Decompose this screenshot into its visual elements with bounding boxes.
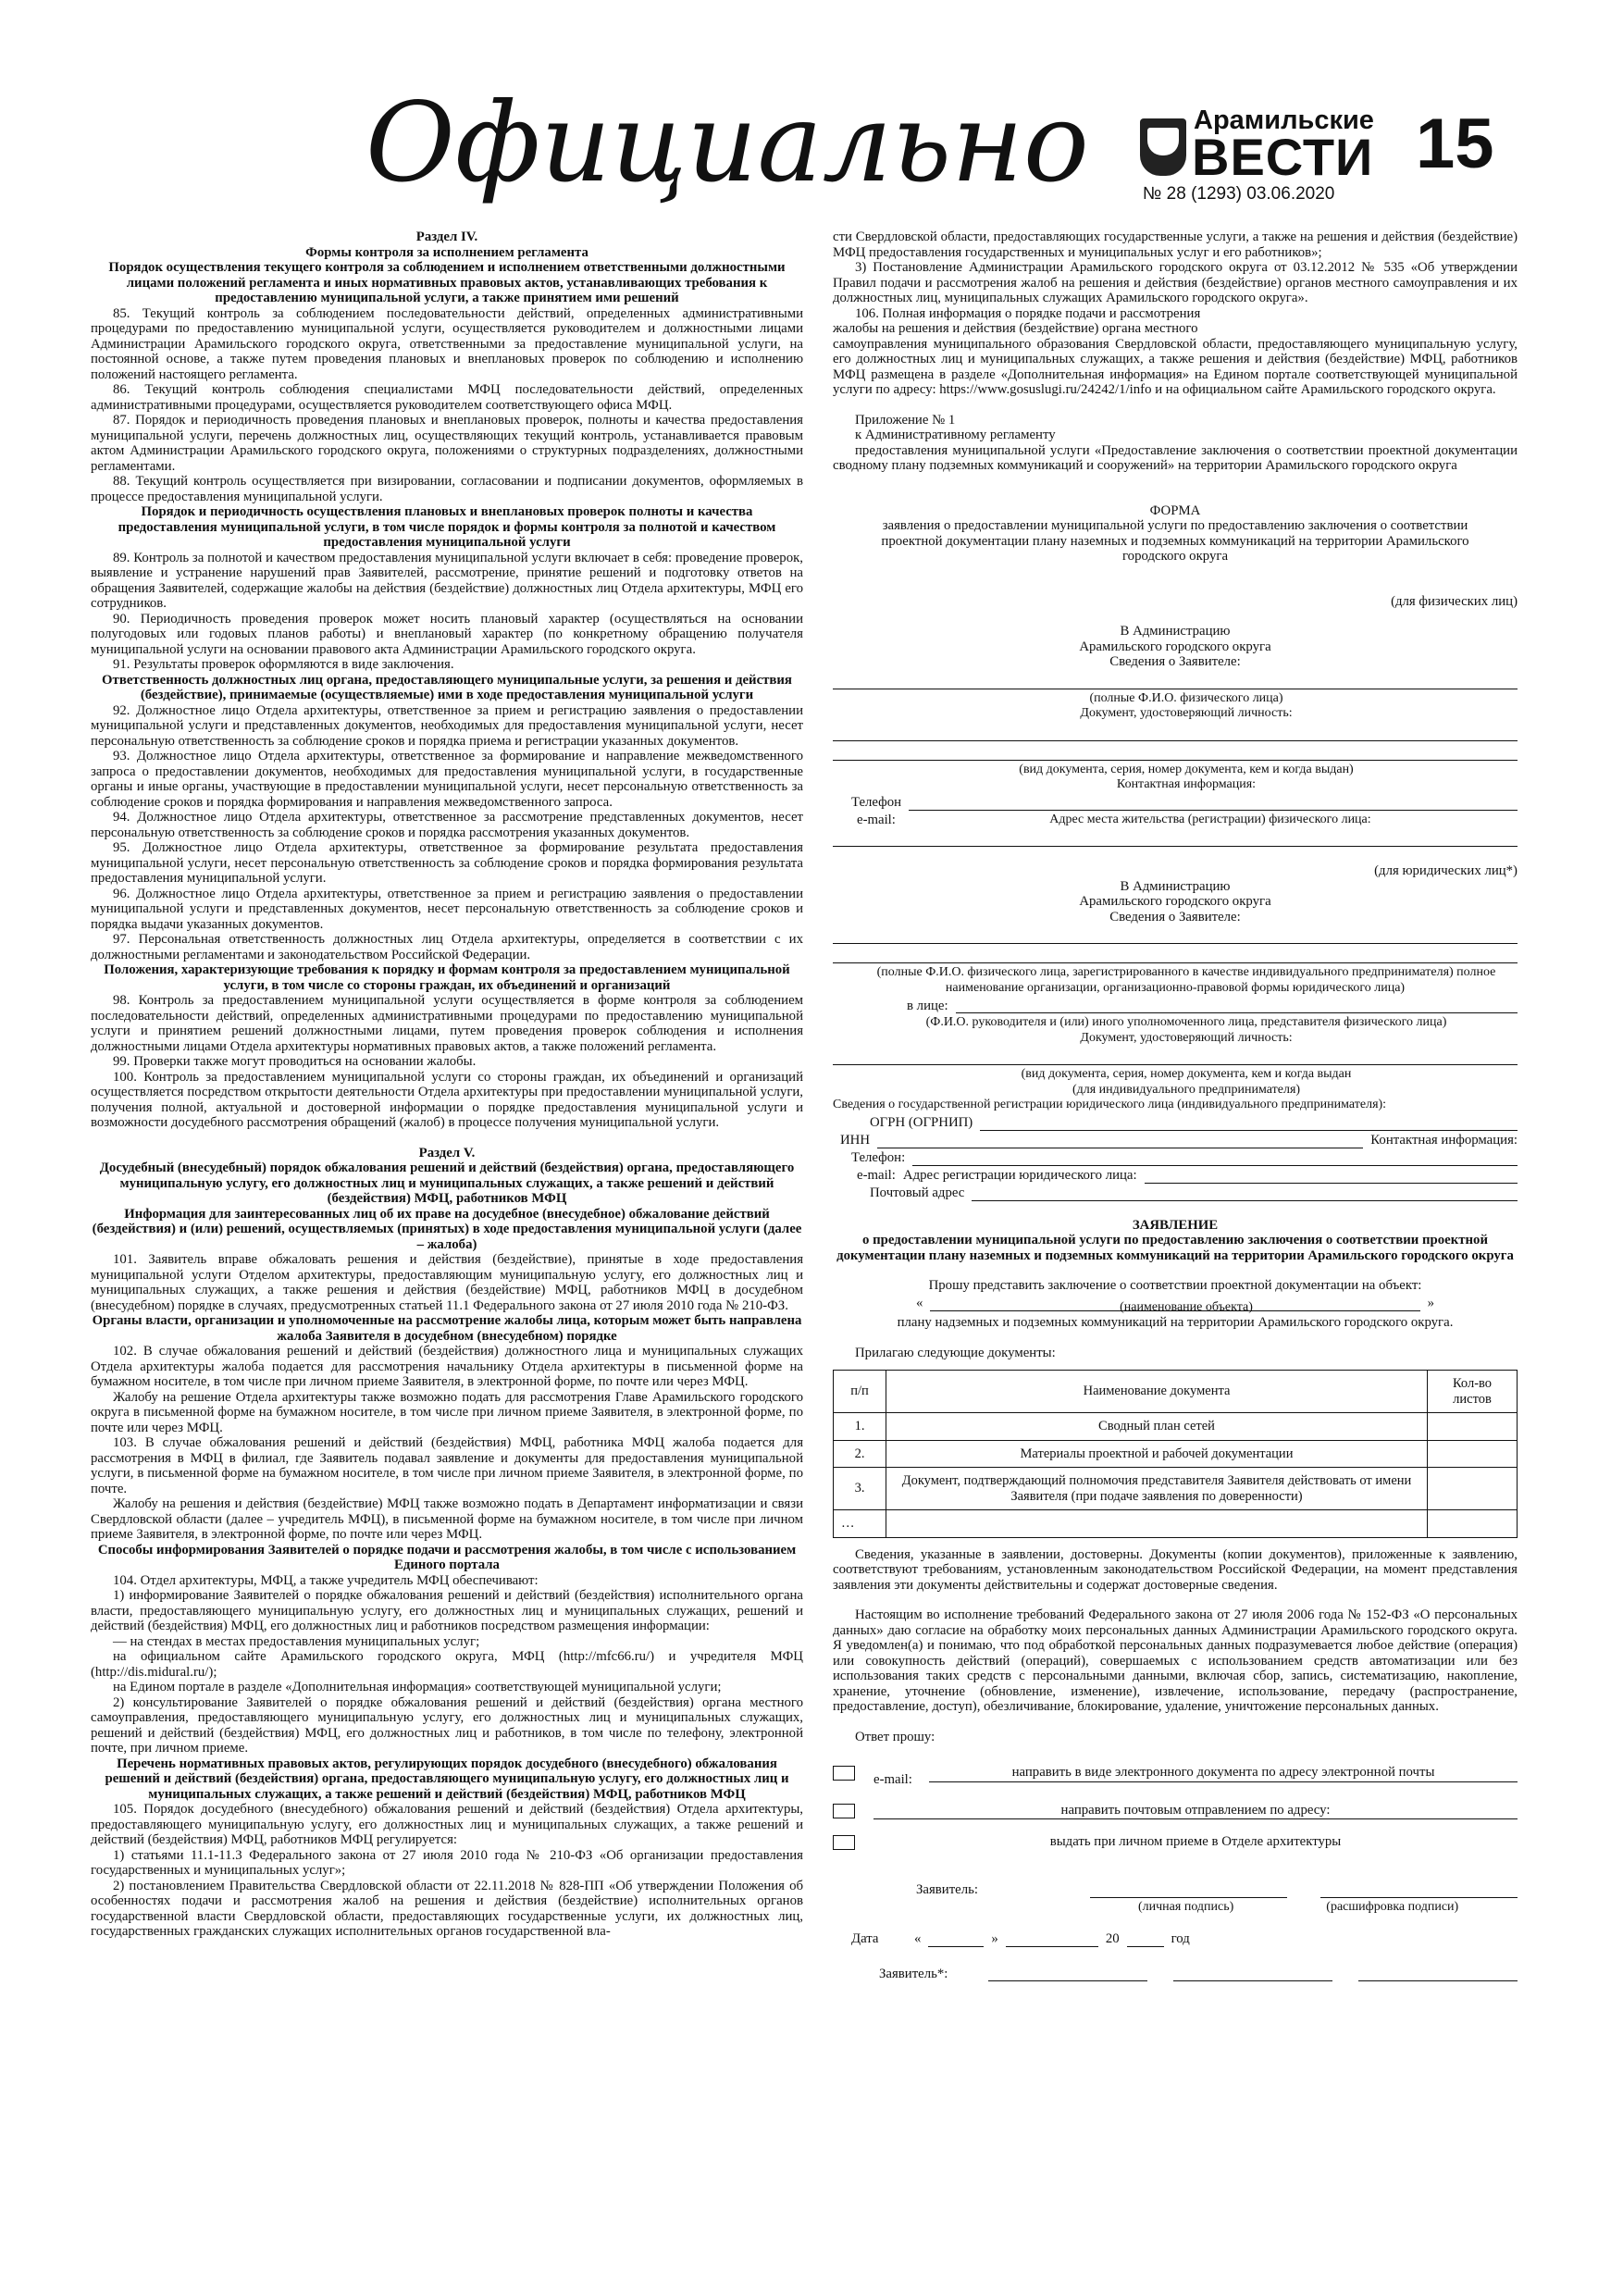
appendix-label: к Административному регламенту (855, 428, 1056, 442)
attach-label: Прилагаю следующие документы: (855, 1345, 1056, 1360)
field-hint: (личная подпись) (1138, 1899, 1234, 1914)
paragraph: 88. Текущий контроль осуществляется при визировании, согласовании и подписании документов, оформляемых в процессе предоставления муниципальной услуги. (91, 474, 803, 504)
table-cell[interactable] (1428, 1440, 1518, 1468)
paragraph: 94. Должностное лицо Отдела архитектуры, ответственное за рассмотрение представленных документов, несет персональную ответственность за соблюдение сроков и порядка рассмотрения указанных документов. (91, 810, 803, 840)
application-title: ЗАЯВЛЕНИЕ (1132, 1217, 1219, 1233)
paragraph: на официальном сайте Арамильского городского округа, МФЦ (http://mfc66.ru/) и учредителя МФЦ (http://dis.midural.ru/); (91, 1649, 803, 1680)
subsection-heading: Органы власти, организации и уполномоченные на рассмотрение жалобы лица, которым может быть направлена жалоба Заявителя в досудебном (внесудебном) порядке (92, 1313, 802, 1344)
org-input-2[interactable] (833, 946, 1518, 963)
org-input[interactable] (833, 926, 1518, 944)
option-label: направить почтовым отправлением по адресу: (873, 1803, 1518, 1820)
page-number: 15 (1416, 105, 1494, 183)
subsection-heading: Информация для заинтересованных лиц об их праве на досудебное (внесудебное) обжалование действий (бездействия) и (или) решений, осуществляемых (принятых) в ходе предоставления муниципальной услуги (далее – жалоба) (92, 1206, 802, 1252)
appendix-label: Приложение № 1 (855, 412, 956, 428)
applicant-info-label: Сведения о Заявителе: (1109, 654, 1241, 669)
year-suffix: год (1171, 1931, 1190, 1947)
quote-open: « (914, 1931, 922, 1947)
section-subheading: Формы контроля за исполнением регламента (305, 244, 588, 260)
form-variant-label: (для юридических лиц*) (1374, 863, 1518, 878)
paragraph: сти Свердловской области, предоставляющих государственные услуги, а также на решения и действия (бездействие) МФЦ предоставления государственных и муниципальных услуг и его работников»; (833, 230, 1518, 260)
field-hint: (полные Ф.И.О. физического лица, зарегистрированного в качестве индивидуального предпринимателя) полное наименование организации, организационно-правовой формы юридического лица) (876, 965, 1496, 995)
table-cell: … (834, 1510, 886, 1538)
table-cell[interactable] (1428, 1413, 1518, 1441)
paragraph: 2) консультирование Заявителей о порядке обжалования решений и действий (бездействия) органа местного самоуправления, предоставляющего муниципальную услугу, его должностных лиц и муниципальных служащих, решений и действий (бездействия) МФЦ, его должностных лиц и работников, в том числе по телефону, электронной почте, при личном приеме. (91, 1694, 803, 1756)
paragraph: Сведения, указанные в заявлении, достоверны. Документы (копии документов), приложенные к заявлению, соответствуют требованиям, установленным законодательством Российской Федерации, на момент представления заявления эти документы действительны и содержат достоверные сведения. (833, 1546, 1518, 1593)
phone-label: Телефон: (851, 1150, 906, 1165)
table-cell[interactable] (1428, 1510, 1518, 1538)
form-title: ФОРМА (1149, 503, 1201, 518)
answer-label: Ответ прошу: (855, 1729, 935, 1744)
table-header: Наименование документа (886, 1371, 1428, 1413)
table-cell: 3. (834, 1468, 886, 1510)
paragraph: 85. Текущий контроль за соблюдением последовательности действий, определенных административными процедурами по предоставлению муниципальной услуги, осуществляется руководителем и должностными лицами Администрации Арамильского городского округа, ответственными за предоставление муниципальной услуги, на постоянной основе, а также путем проведения плановых и внеплановых проверок по соблюдению и исполнению положений настоящего регламента. (91, 305, 803, 382)
paragraph: — на стендах в местах предоставления муниципальных услуг; (113, 1633, 480, 1649)
logo-line1: Арамильские (1194, 105, 1374, 135)
fio-input[interactable] (833, 672, 1518, 689)
table-cell[interactable] (886, 1510, 1428, 1538)
table-header: Кол-во листов (1428, 1371, 1518, 1413)
paragraph: 106. Полная информация о порядке подачи и рассмотрения (855, 305, 1201, 321)
ogrn-label: ОГРН (ОГРНИП) (870, 1115, 973, 1130)
decode-input[interactable] (1320, 1882, 1518, 1898)
table-cell[interactable] (1428, 1468, 1518, 1510)
date-label: Дата (851, 1931, 879, 1947)
paragraph: 96. Должностное лицо Отдела архитектуры, ответственное за прием и регистрацию заявления о предоставлении муниципальной услуги и представленных документов, несет персональную ответственность за соблюдение сроков и порядка выдачи указанных документов. (91, 886, 803, 932)
ogrn-input[interactable] (980, 1115, 1518, 1131)
checkbox[interactable] (833, 1804, 855, 1818)
coat-of-arms-icon (1140, 118, 1186, 176)
inn-label: ИНН (840, 1133, 871, 1148)
option-post[interactable] (833, 1803, 1518, 1820)
phone-input-jur[interactable] (912, 1150, 1518, 1166)
paragraph: 2) постановлением Правительства Свердловской области от 22.11.2018 № 828-ПП «Об утверждении Положения об особенностях подачи и рассмотрения жалоб на решения и действия (бездействие) исполнительных органов государственной власти Свердловской области, предоставляющих государственные услуги, их должностных лиц, государственных гражданских служащих исполнительных органов государственной вла- (91, 1878, 803, 1939)
email-label: e-mail: (873, 1772, 912, 1787)
subsection-heading: Способы информирования Заявителей о порядке подачи и рассмотрения жалобы, в том числе с использованием Единого портала (97, 1542, 797, 1572)
doc-input-jur[interactable] (833, 1048, 1518, 1065)
field-label: Сведения о государственной регистрации юридического лица (индивидуального предпринимателя): (833, 1098, 1387, 1111)
appendix-label: предоставления муниципальной услуги «Предоставление заключения о соответствии проектной документации сводному плану подземных коммуникаций и сооружений» на территории Арамильского городского округа (833, 442, 1518, 473)
paragraph: 98. Контроль за предоставлением муниципальной услуги осуществляется в форме контроля за соблюдением последовательности действий, определенных административными процедурами по предоставлению муниципальной услуги и принятием решений должностными лицами, путем проведения проверок соблюдения и исполнения должностными лицами Отдела архитектуры нормативных правовых актов, а также положений регламента. (91, 993, 803, 1054)
in-person-label: в лице: (907, 998, 948, 1013)
subsection-heading: Досудебный (внесудебный) порядок обжалования решений и действий (бездействия) органа, предоставляющего муниципальную услугу, его должностных лиц и муниципальных служащих, а также решений и действий (бездействия) МФЦ, работников МФЦ (99, 1160, 795, 1206)
checkbox[interactable] (833, 1835, 855, 1850)
field-hint: (для индивидуального предпринимателя) (1072, 1082, 1301, 1097)
paragraph: 105. Порядок досудебного (внесудебного) обжалования решений и действий (бездействия) Отдела архитектуры, предоставляющего муниципальную услугу, его должностных лиц и муниципальных служащих, а также решений и действий (бездействия) МФЦ, работников МФЦ регулируется: (91, 1802, 803, 1847)
inn-input[interactable] (877, 1133, 1363, 1148)
paragraph: Настоящим во исполнение требований Федерального закона от 27 июля 2006 года № 152-ФЗ «О персональных данных» даю согласие на обработку моих персональных данных Администрации Арамильского городского округа. Я уведомлен(а) и понимаю, что под обработкой персональных данных подразумевается любое действие (операция) или совокупность действий (операций), совершаемых с использованием средств автоматизации или без использования таких средств с персональными данными, включая сбор, запись, систематизацию, накопление, хранение, уточнение (обновление, изменение), извлечение, использование, передачу (распространение, предоставление, доступ), обезличивание, блокирование, удаление, уничтожение персональных данных. (833, 1607, 1518, 1714)
field-hint: (расшифровка подписи) (1326, 1899, 1459, 1914)
subsection-heading: Положения, характеризующие требования к порядку и формам контроля за предоставлением муниципальной услуги, в том числе со стороны граждан, их объединений и организаций (104, 962, 790, 993)
email-label: e-mail: (857, 812, 896, 827)
year-input[interactable] (1127, 1931, 1164, 1947)
checkbox[interactable] (833, 1766, 855, 1781)
day-input[interactable] (928, 1931, 984, 1947)
field-hint: (Ф.И.О. руководителя и (или) иного уполномоченного лица, представителя физического лица) (925, 1015, 1447, 1029)
representative-input[interactable] (956, 998, 1518, 1013)
table-cell: Сводный план сетей (886, 1413, 1428, 1441)
table-row (834, 1468, 1518, 1510)
paragraph: 1) информирование Заявителей о порядке обжалования решений и действий (бездействия) исполнительного органа власти, предоставляющего муниципальную услугу, его должностных лиц и муниципальных служащих, решений и действий (бездействия) МФЦ, его должностных лиц и работников посредством размещения информации: (91, 1588, 803, 1633)
quote-close: » (991, 1931, 998, 1947)
doc-input[interactable] (833, 724, 1518, 741)
doc-input-2[interactable] (833, 743, 1518, 761)
table-row (834, 1440, 1518, 1468)
paragraph: 90. Периодичность проведения проверок может носить плановый характер (осуществляться на основании полугодовых или годовых планов работы) и внеплановый характер (по конкретному обращению получателя муниципальной услуги на основании правового акта Администрации Арамильского городского округа. (91, 611, 803, 657)
field-hint: (наименование объекта) (1120, 1299, 1253, 1314)
paragraph: 93. Должностное лицо Отдела архитектуры, ответственное за формирование и направление межведомственного запроса о предоставлении документов, необходимых для предоставления муниципальной услуги, в государственные органы и иные органы, участвующие в предоставлении муниципальной услуги, несет персональную ответственность за соблюдение сроков и порядка формирования и направления межведомственного запроса. (91, 749, 803, 810)
option-label: выдать при личном приеме в Отделе архитектуры (1049, 1834, 1342, 1849)
subsection-heading: Ответственность должностных лиц органа, предоставляющего муниципальные услуги, за решения и действия (бездействие), принимаемые (осуществляемые) ими в ходе предоставления муниципальной услуги (102, 672, 792, 702)
newspaper-logo (1140, 93, 1374, 186)
section-title: Официально (365, 79, 1089, 206)
field-hint: (полные Ф.И.О. физического лица) (1089, 690, 1283, 705)
paragraph: на Едином портале в разделе «Дополнительная информация» соответствующей муниципальной услуги; (113, 1680, 722, 1694)
table-row (834, 1510, 1518, 1538)
table-cell: Документ, подтверждающий полномочия представителя Заявителя действовать от имени Заявителя (при подаче заявления по доверенности) (886, 1468, 1428, 1510)
form-subtitle: заявления о предоставлении муниципальной услуги по предоставлению заключения о соответствии проектной документации плану наземных и подземных коммуникаций на территории Арамильского городского округа (881, 518, 1469, 564)
field-label: Контактная информация: (1116, 777, 1257, 791)
paragraph: 95. Должностное лицо Отдела архитектуры, ответственное за формирование результата предоставления муниципальной услуги, несет персональную ответственность за соблюдение сроков и порядка формирования результата предоставления муниципальной услуги. (91, 840, 803, 886)
addressee: В Администрацию (1120, 624, 1231, 639)
field-label: Адрес места жительства (регистрации) физического лица: (1049, 812, 1371, 826)
address-input-jur[interactable] (1145, 1168, 1518, 1184)
paragraph: 101. Заявитель вправе обжаловать решения и действия (бездействие), принятые в ходе предоставления муниципальной услуги Отделом архитектуры, предоставляющим муниципальную услугу, его должностных лиц и муниципальных служащих, а также решения и действия (бездействие) МФЦ, работников МФЦ в досудебном (внесудебном) порядке в случаях, предусмотренных статьей 11.1 Федерального закона от 27 июля 2010 года № 210-ФЗ. (91, 1252, 803, 1313)
post-address-label: Почтовый адрес (870, 1185, 965, 1200)
left-column (91, 230, 803, 1940)
quote-close: » (1427, 1296, 1434, 1310)
paragraph: Жалобу на решение Отдела архитектуры также возможно подать для рассмотрения Главе Арамильского городского округа в письменной форме на бумажном носителе, в том числе при личном приеме Заявителя, в электронной форме, по почте или через МФЦ. (91, 1389, 803, 1435)
paragraph: Жалобу на решения и действия (бездействие) МФЦ также возможно подать в Департамент информатизации и связи Свердловской области (далее – учредитель МФЦ), в письменной форме на бумажном носителе, в том числе при личном приеме Заявителя, в электронной форме, по почте или через МФЦ. (91, 1496, 803, 1542)
phone-label: Телефон (851, 795, 902, 810)
issue-number: № 28 (1293) 03.06.2020 (1143, 184, 1335, 204)
paragraph: 86. Текущий контроль соблюдения специалистами МФЦ последовательности действий, определенных административными процедурами, осуществляется руководителем соответствующего офиса МФЦ. (91, 382, 803, 413)
paragraph: 3) Постановление Администрации Арамильского городского округа от 03.12.2012 № 535 «Об утверждении Правил подачи и рассмотрения жалоб на решения и действия (бездействие) органов местного самоуправления и их должностных лиц, муниципальных служащих Арамильского городского округа». (833, 260, 1518, 305)
paragraph: 87. Порядок и периодичность проведения плановых и внеплановых проверок, полноты и качества предоставления муниципальной услуги, перечень должностных лиц, осуществляющих текущий контроль, устанавливается правовым актом Администрации Арамильского городского округа, положениями о структурных подразделениях, должностными регламентами. (91, 413, 803, 474)
plan-text: плану надземных и подземных коммуникаций на территории Арамильского городского округа. (897, 1315, 1454, 1330)
subsection-heading: Порядок осуществления текущего контроля за соблюдением и исполнением ответственными должностными лицами положений регламента и иных нормативных правовых актов, устанавливающих требования к предоставлению муниципальной услуги, а также принятием ими решений (108, 260, 786, 305)
email-label: e-mail: (857, 1168, 896, 1183)
paragraph: 97. Персональная ответственность должностных лиц Отдела архитектуры, определяется в соответствии с их должностными регламентами и законодательством Российской Федерации. (91, 932, 803, 962)
request-text: Прошу представить заключение о соответствии проектной документации на объект: (928, 1278, 1422, 1293)
right-column (833, 230, 1518, 1983)
applicant-input-2[interactable] (1173, 1966, 1332, 1981)
addressee: Арамильского городского округа (1079, 894, 1271, 909)
paragraph: 89. Контроль за полнотой и качеством предоставления муниципальной услуги включает в себя: проведение проверок, выявление и устранение нарушений прав Заявителей, рассмотрение, принятие решений и подготовку ответов на обращения Заявителей, содержащие жалобы на действия (бездействие) должностных лиц Отдела архитектуры, МФЦ его сотрудников. (91, 550, 803, 611)
paragraph: 92. Должностное лицо Отдела архитектуры, ответственное за прием и регистрацию заявления о предоставлении муниципальной услуги и представленных документов, необходимых для предоставления муниципальной услуги, несет персональную ответственность за соблюдение сроков и порядка приема и регистрации указанных документов. (91, 702, 803, 749)
option-in-person[interactable] (833, 1834, 1518, 1851)
paragraph: 1) статьями 11.1-11.3 Федерального закона от 27 июля 2010 года № 210-ФЗ «Об организации предоставления государственных и муниципальных услуг»; (91, 1847, 803, 1878)
applicant-input-1[interactable] (988, 1966, 1147, 1981)
year-prefix: 20 (1105, 1931, 1120, 1947)
paragraph: 102. В случае обжалования решений и действий (бездействия) должностного лица и муниципальных служащих Отдела архитектуры жалоба подается для рассмотрения начальнику Отдела архитектуры в письменной форме на бумажном носителе, в том числе при личном приеме Заявителя, в электронной форме, по почте или через МФЦ. (91, 1344, 803, 1389)
table-row (834, 1413, 1518, 1441)
paragraph: 100. Контроль за предоставлением муниципальной услуги со стороны граждан, их объединений и организаций осуществляется посредством открытости деятельности Отдела архитектуры при предоставлении муниципальной услуги, получения полной, актуальной и достоверной информации о порядке предоставления муниципальной услуги и возможности досудебного рассмотрения обращений (жалоб) в процессе получения муниципальной услуги. (91, 1069, 803, 1130)
table-cell: 1. (834, 1413, 886, 1441)
paragraph: 99. Проверки также могут проводиться на основании жалобы. (113, 1054, 477, 1069)
contact-label: Контактная информация: (1370, 1133, 1518, 1148)
post-address-input[interactable] (972, 1185, 1518, 1201)
option-email[interactable] (833, 1759, 1518, 1788)
addressee: В Администрацию (1120, 878, 1231, 894)
documents-table (833, 1370, 1518, 1538)
address-input[interactable] (833, 829, 1518, 847)
form-variant-label: (для физических лиц) (1391, 593, 1518, 609)
section-heading: Раздел V. (418, 1145, 476, 1160)
month-input[interactable] (1006, 1931, 1098, 1947)
subsection-heading: Порядок и периодичность осуществления плановых и внеплановых проверок полноты и качества предоставления муниципальной услуги, в том числе порядок и формы контроля за полнотой и качеством предоставления муниципальной услуги (118, 504, 776, 550)
table-cell: Материалы проектной и рабочей документации (886, 1440, 1428, 1468)
logo-line2: ВЕСТИ (1192, 128, 1374, 186)
subsection-heading: Перечень нормативных правовых актов, регулирующих порядок досудебного (внесудебного) обжалования решений и действий (бездействия) органа, предоставляющего муниципальную услугу, его должностных лиц и муниципальных служащих, а также решений и действий (бездействия) МФЦ, работников МФЦ (105, 1756, 789, 1802)
application-subtitle: о предоставлении муниципальной услуги по предоставлению заключения о соответствии проектной документации плану наземных и подземных коммуникаций на территории Арамильского городского округа (836, 1233, 1514, 1263)
field-label: Адрес регистрации юридического лица: (902, 1168, 1137, 1183)
field-hint: (вид документа, серия, номер документа, кем и когда выдан (1021, 1067, 1352, 1081)
paragraph: самоуправления муниципального образования Свердловской области, предоставляющего муниципальную услугу, его должностных лиц и муниципальных служащих, а также решения и действия (бездействие) МФЦ, работников МФЦ размещена в разделе «Дополнительная информация» на Едином портале соответствующей муниципальной услуги по адресу: https://www.gosuslugi.ru/24242/1/info и на официальном сайте Арамильского городского округа. (833, 336, 1518, 397)
phone-input[interactable] (909, 795, 1518, 811)
applicant-label: Заявитель*: (879, 1966, 948, 1981)
field-label: Документ, удостоверяющий личность: (1080, 1030, 1293, 1045)
paragraph: 104. Отдел архитектуры, МФЦ, а также учредитель МФЦ обеспечивают: (113, 1572, 539, 1588)
table-header: п/п (834, 1371, 886, 1413)
applicant-label: Заявитель: (916, 1882, 978, 1897)
option-label: направить в виде электронного документа по адресу электронной почты (929, 1765, 1518, 1782)
applicant-info-label: Сведения о Заявителе: (1109, 909, 1241, 925)
addressee: Арамильского городского округа (1079, 639, 1271, 654)
table-cell: 2. (834, 1440, 886, 1468)
applicant-input-3[interactable] (1358, 1966, 1518, 1981)
paragraph: 91. Результаты проверок оформляются в виде заключения. (113, 657, 454, 672)
paragraph: 103. В случае обжалования решений и действий (бездействия) МФЦ, работника МФЦ жалоба подается для рассмотрения в МФЦ в филиал, где Заявитель подавал заявление и документы для предоставления муниципальной услуги, в письменной форме на бумажном носителе, в том числе при личном приеме Заявителя, в электронной форме, по почте. (91, 1435, 803, 1496)
paragraph: жалобы на решения и действия (бездействие) органа местного (833, 321, 1198, 336)
field-label: Документ, удостоверяющий личность: (1080, 706, 1293, 720)
field-hint: (вид документа, серия, номер документа, кем и когда выдан) (1019, 762, 1354, 776)
quote-open: « (916, 1296, 923, 1310)
section-heading: Раздел IV. (415, 230, 478, 244)
signature-input[interactable] (1090, 1882, 1287, 1898)
